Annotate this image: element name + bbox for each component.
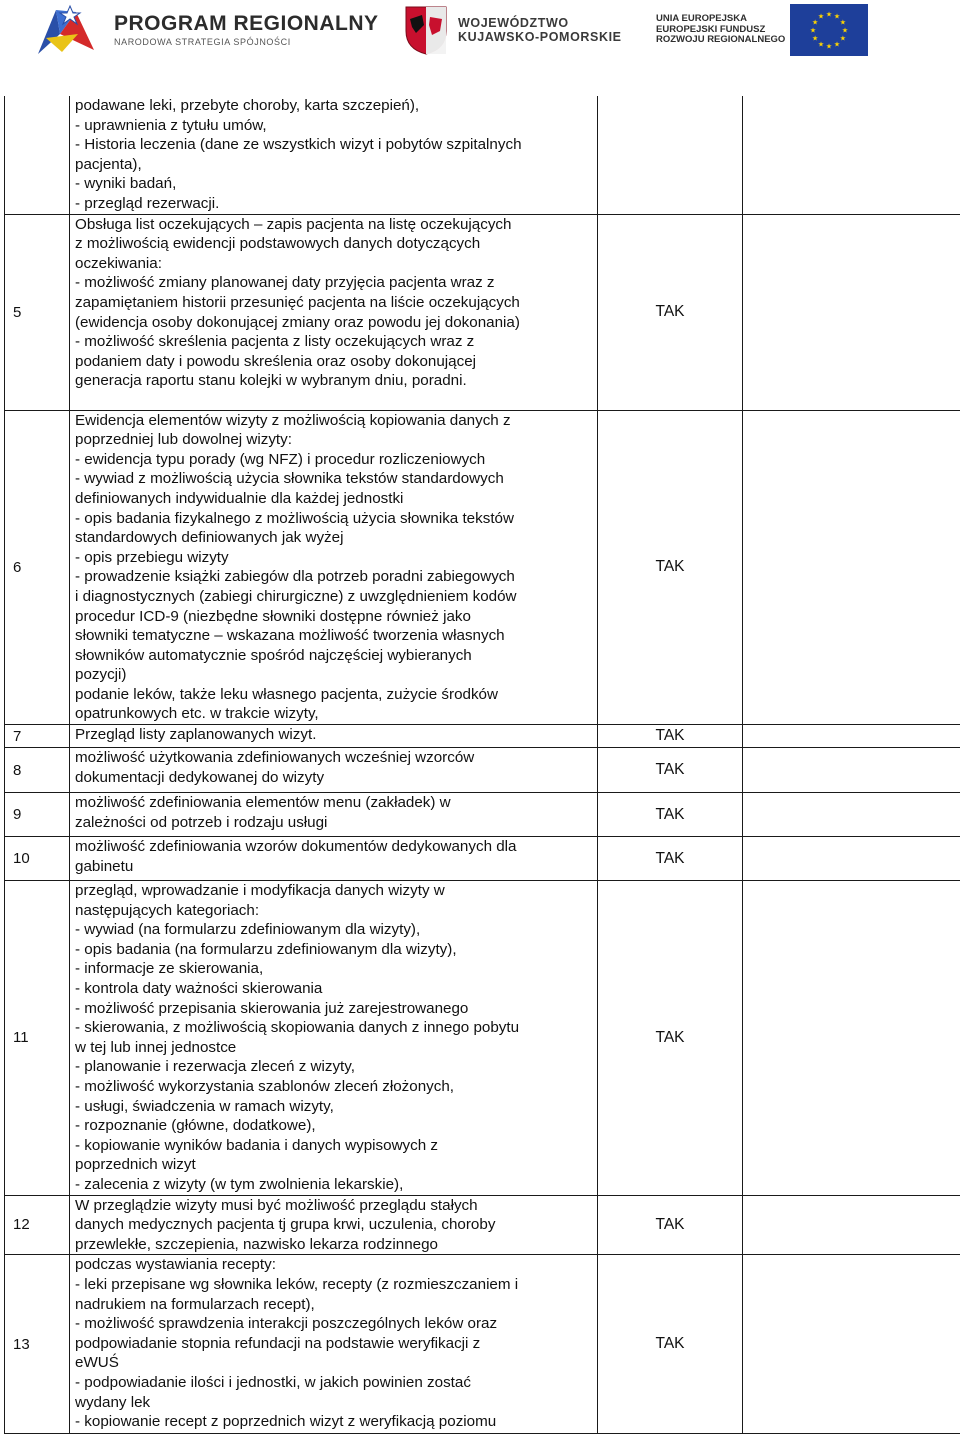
description-line: z możliwością ewidencji podstawowych danych dotyczących [75, 234, 593, 254]
offer-parameter-cell [743, 1195, 960, 1255]
requirement-value: TAK [598, 725, 743, 748]
eu-star-icon: ★ [826, 43, 832, 51]
description-line: - kopiowanie recept z poprzednich wizyt z weryfikacją poziomu [75, 1412, 593, 1432]
description-line: nadrukiem na formularzach recept), [75, 1295, 593, 1315]
row-number: 13 [5, 1255, 70, 1434]
table-row [5, 96, 960, 214]
description-line: - Historia leczenia (dane ze wszystkich wizyt i pobytów szpitalnych [75, 135, 593, 155]
offer-parameter-cell [743, 881, 960, 1196]
requirements-table-body [5, 96, 960, 1434]
eu-line-2: EUROPEJSKI FUNDUSZ [656, 25, 765, 36]
description-line: podawane leki, przebyte choroby, karta szczepień), [75, 96, 593, 116]
requirement-value: TAK [598, 410, 743, 725]
requirement-description [70, 837, 598, 881]
row-number: 12 [5, 1195, 70, 1255]
row-number [5, 96, 70, 214]
table-row [5, 1255, 960, 1434]
description-line: - usługi, świadczenia w ramach wizyty, [75, 1097, 593, 1117]
description-line: - ewidencja typu porady (wg NFZ) i procedur rozliczeniowych [75, 450, 593, 470]
requirement-description [70, 725, 598, 748]
offer-parameter-cell [743, 1255, 960, 1434]
description-line: podanie leków, także leku własnego pacjenta, zużycie środków [75, 685, 593, 705]
description-line: generacja raportu stanu kolejki w wybranym dniu, poradni. [75, 371, 593, 391]
description-line: możliwość zdefiniowania elementów menu (zakładek) w [75, 793, 593, 813]
wojewodztwo-logo [404, 4, 636, 56]
requirement-description [70, 748, 598, 793]
description-line: - podpowiadanie ilości i jednostki, w jakich powinien zostać [75, 1373, 593, 1393]
requirement-description [70, 410, 598, 725]
requirement-value: TAK [598, 1255, 743, 1434]
description-line: - informacje ze skierowania, [75, 959, 593, 979]
description-line: eWUŚ [75, 1353, 593, 1373]
description-line: pozycji) [75, 665, 593, 685]
requirement-description [70, 881, 598, 1196]
eu-fund-logo [656, 4, 878, 56]
table-row [5, 881, 960, 1196]
eu-star-icon: ★ [818, 40, 824, 48]
eu-star-icon: ★ [842, 27, 848, 35]
eu-star-icon: ★ [834, 40, 840, 48]
eu-star-icon: ★ [810, 27, 816, 35]
requirement-description [70, 1255, 598, 1434]
table-row [5, 1195, 960, 1255]
eu-line-1: UNIA EUROPEJSKA [656, 14, 747, 25]
eu-star-icon: ★ [812, 19, 818, 27]
description-line: - zalecenia z wizyty (w tym zwolnienia lekarskie), [75, 1175, 593, 1195]
eu-star-icon: ★ [840, 19, 846, 27]
requirement-description [70, 96, 598, 214]
requirement-value: TAK [598, 881, 743, 1196]
description-line: W przeglądzie wizyty musi być możliwość przeglądu stałych [75, 1196, 593, 1216]
description-line: - opis badania fizykalnego z możliwością użycia słownika tekstów [75, 509, 593, 529]
region-line-1: WOJEWÓDZTWO [458, 16, 622, 30]
description-line: - leki przepisane wg słownika leków, recepty (z rozmieszczaniem i [75, 1275, 593, 1295]
eu-star-icon: ★ [818, 13, 824, 21]
table-row [5, 214, 960, 410]
description-line: poprzednich wizyt [75, 1155, 593, 1175]
description-line: przewlekłe, szczepienia, nazwisko lekarza rodzinnego [75, 1235, 593, 1255]
requirement-value [598, 96, 743, 214]
description-line: - możliwość przepisania skierowania już zarejestrowanego [75, 999, 593, 1019]
description-line: i diagnostycznych (zabiegi chirurgiczne) z uwzględnieniem kodów [75, 587, 593, 607]
description-line: - kontrola daty ważności skierowania [75, 979, 593, 999]
description-line: - skierowania, z możliwością skopiowania danych z innego pobytu [75, 1018, 593, 1038]
description-line: słowniki tematyczne – wskazana możliwość tworzenia własnych [75, 626, 593, 646]
program-title: PROGRAM REGIONALNY [114, 13, 379, 35]
description-line: - uprawnienia z tytułu umów, [75, 116, 593, 136]
description-line: standardowych definiowanych jak wyżej [75, 528, 593, 548]
table-row [5, 793, 960, 837]
description-line: procedur ICD-9 (niezbędne słowniki dostępne również jako [75, 607, 593, 627]
description-line: - planowanie i rezerwacja zleceń z wizyty, [75, 1057, 593, 1077]
offer-parameter-cell [743, 96, 960, 214]
description-line: przegląd, wprowadzanie i modyfikacja danych wizyty w [75, 881, 593, 901]
offer-parameter-cell [743, 748, 960, 793]
table-row [5, 748, 960, 793]
description-line: słowników automatycznie spośród najczęściej wybieranych [75, 646, 593, 666]
description-line: następujących kategoriach: [75, 901, 593, 921]
requirements-table [4, 96, 960, 1434]
requirement-description [70, 214, 598, 410]
description-line: oczekiwania: [75, 254, 593, 274]
description-line: podaniem daty i powodu skreślenia oraz osoby dokonującej [75, 352, 593, 372]
program-regionalny-logo [36, 4, 386, 56]
requirement-value: TAK [598, 1195, 743, 1255]
eu-star-icon: ★ [840, 35, 846, 43]
description-line: zapamiętaniem historii przesunięć pacjenta na liście oczekujących [75, 293, 593, 313]
description-line: wydany lek [75, 1393, 593, 1413]
row-number: 10 [5, 837, 70, 881]
description-line: dokumentacji dedykowanej do wizyty [75, 768, 593, 788]
description-line: - wywiad (na formularzu zdefiniowanym dla wizyty), [75, 920, 593, 940]
offer-parameter-cell [743, 793, 960, 837]
description-line: Ewidencja elementów wizyty z możliwością kopiowania danych z [75, 411, 593, 431]
row-number: 9 [5, 793, 70, 837]
description-line: możliwość użytkowania zdefiniowanych wcześniej wzorców [75, 748, 593, 768]
description-line: - wywiad z możliwością użycia słownika tekstów standardowych [75, 469, 593, 489]
offer-parameter-cell [743, 214, 960, 410]
description-line: pacjenta), [75, 155, 593, 175]
eu-star-icon: ★ [826, 11, 832, 19]
region-line-2: KUJAWSKO-POMORSKIE [458, 30, 622, 44]
offer-parameter-cell [743, 837, 960, 881]
description-line: danych medycznych pacjenta tj grupa krwi, uczulenia, choroby [75, 1215, 593, 1235]
description-line: - rozpoznanie (główne, dodatkowe), [75, 1116, 593, 1136]
page-header [0, 0, 960, 64]
description-line: - wyniki badań, [75, 174, 593, 194]
offer-parameter-cell [743, 725, 960, 748]
description-line: podpowiadanie stopnia refundacji na podstawie weryfikacji z [75, 1334, 593, 1354]
description-line: - możliwość wykorzystania szablonów zleceń złożonych, [75, 1077, 593, 1097]
description-line: zależności od potrzeb i rodzaju usługi [75, 813, 593, 833]
offer-parameter-cell [743, 410, 960, 725]
description-line: opatrunkowych etc. w trakcie wizyty, [75, 704, 593, 724]
row-number: 7 [5, 725, 70, 748]
row-number: 11 [5, 881, 70, 1196]
description-line: gabinetu [75, 857, 593, 877]
description-line: poprzedniej lub dowolnej wizyty: [75, 430, 593, 450]
table-row [5, 837, 960, 881]
requirement-value: TAK [598, 214, 743, 410]
requirement-description [70, 793, 598, 837]
row-number: 5 [5, 214, 70, 410]
requirement-value: TAK [598, 748, 743, 793]
description-line: - możliwość zmiany planowanej daty przyjęcia pacjenta wraz z [75, 273, 593, 293]
table-row [5, 725, 960, 748]
requirement-value: TAK [598, 793, 743, 837]
row-number: 8 [5, 748, 70, 793]
description-line: definiowanych indywidualnie dla każdej jednostki [75, 489, 593, 509]
description-line: podczas wystawiania recepty: [75, 1255, 593, 1275]
requirement-description [70, 1195, 598, 1255]
eu-flag-icon [790, 4, 868, 56]
description-line: Przegląd listy zaplanowanych wizyt. [75, 725, 593, 745]
description-line: Obsługa list oczekujących – zapis pacjenta na listę oczekujących [75, 215, 593, 235]
table-row [5, 410, 960, 725]
star-swoosh-icon [36, 4, 102, 56]
eu-star-icon: ★ [834, 13, 840, 21]
eu-line-3: ROZWOJU REGIONALNEGO [656, 35, 785, 46]
description-line: - kopiowanie wyników badania i danych wypisowych z [75, 1136, 593, 1156]
coat-of-arms-icon [404, 5, 448, 55]
description-line: - opis badania (na formularzu zdefiniowanym dla wizyty), [75, 940, 593, 960]
program-subtitle: NARODOWA STRATEGIA SPÓJNOŚCI [114, 37, 379, 47]
description-line: - możliwość skreślenia pacjenta z listy oczekujących wraz z [75, 332, 593, 352]
description-line: - możliwość sprawdzenia interakcji poszczególnych leków oraz [75, 1314, 593, 1334]
description-line: (ewidencja osoby dokonującej zmiany oraz powodu jej dokonania) [75, 313, 593, 333]
description-line: - opis przebiegu wizyty [75, 548, 593, 568]
description-line: w tej lub innej jednostce [75, 1038, 593, 1058]
description-line: możliwość zdefiniowania wzorów dokumentów dedykowanych dla [75, 837, 593, 857]
row-number: 6 [5, 410, 70, 725]
description-line: - prowadzenie książki zabiegów dla potrzeb poradni zabiegowych [75, 567, 593, 587]
description-line: - przegląd rezerwacji. [75, 194, 593, 214]
eu-star-icon: ★ [812, 35, 818, 43]
requirement-value: TAK [598, 837, 743, 881]
